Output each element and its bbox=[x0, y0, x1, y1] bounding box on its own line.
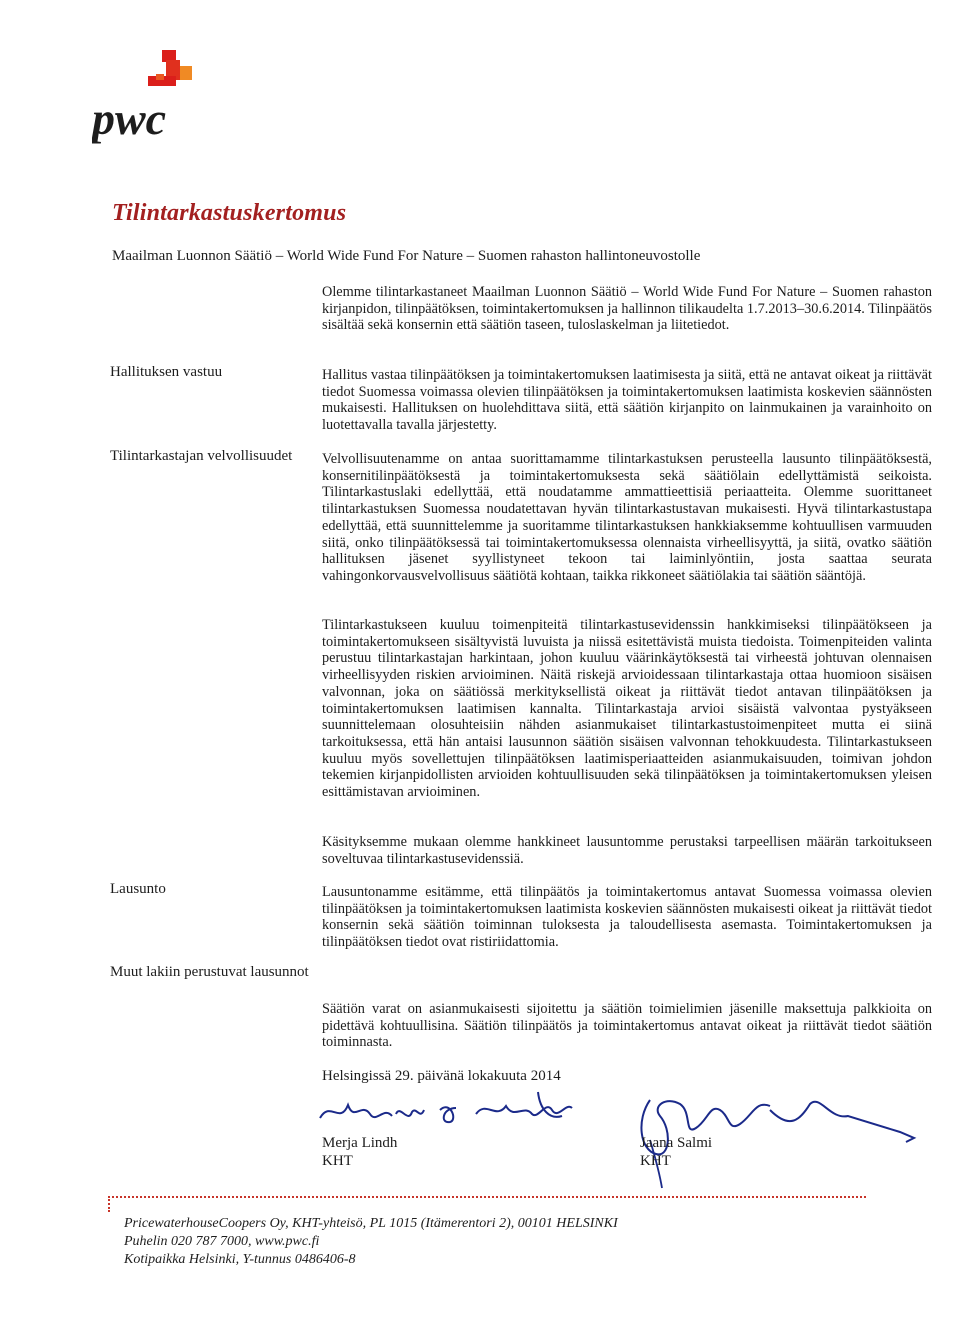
pwc-logo bbox=[92, 46, 222, 146]
intro-paragraph bbox=[322, 284, 932, 334]
footer bbox=[124, 1215, 618, 1269]
section-label-hallitus: Hallituksen vastuu bbox=[110, 364, 223, 380]
footer-company: PricewaterhouseCoopers Oy, KHT-yhteisö, PL 1015 (Itämerentori 2), 00101 HELSINKI bbox=[124, 1216, 618, 1231]
addressee: Maailman Luonnon Säätiö – World Wide Fund For Nature – Suomen rahaston hallintoneuvostolle bbox=[112, 248, 701, 264]
footer-contact: Puhelin 020 787 7000, www.pwc.fi bbox=[124, 1234, 320, 1249]
velvollisuudet-text-1: Velvollisuutenamme on antaa suorittamamme tilintarkastuksen perusteella lausunto tilinpäätöksestä, konsernitilinpäätöksestä ja toimintakertomuksesta sekä säätiölain edellyttämistä seikoista. Tilintarkastuslaki edellyttää, että noudatamme ammattieettisiä periaatteita. Olemme suorittaneet tilintarkastuksen Suomessa noudatettavan hyvän tilintarkastustavan mukaisesti. Hyvä tilintarkastustapa edellyttää, että suunnittelemme ja suoritamme tilintarkastuksen hankkiaksemme kohtuullisen varmuuden siitä, onko tilinpäätöksessä tai toimintakertomuksessa olennaista virheellisyyttä, ja siitä, ovatko säätiön hallituksen jäsenet syyllistyneet tekoon tai laiminlyöntiin, josta saattaa seurata vahingonkorvausvelvollisuus säätiötä kohtaan, taikka rikkoneet säätiölakia tai säätiön sääntöjä. bbox=[322, 451, 932, 584]
section-muut bbox=[322, 1001, 932, 1051]
place-date: Helsingissä 29. päivänä lokakuuta 2014 bbox=[322, 1068, 561, 1084]
signatory-merja bbox=[322, 1134, 397, 1170]
muut-text: Säätiön varat on asianmukaisesti sijoitettu ja säätiön toimielimien jäsenille maksettuja palkkioita on pidettävä kohtuullisina. Säätiön tilinpäätös ja toimintakertomus antavat oikeat ja riittävät tiedot säätiön toiminnasta. bbox=[322, 1001, 932, 1051]
signatory-title: KHT bbox=[322, 1153, 353, 1169]
section-label-muut: Muut lakiin perustuvat lausunnot bbox=[110, 964, 309, 980]
footer-divider bbox=[108, 1196, 866, 1198]
document-title: Tilintarkastuskertomus bbox=[112, 200, 347, 226]
velvollisuudet-text-3: Käsityksemme mukaan olemme hankkineet lausuntomme perustaksi tarpeellisen määrän tarkoitukseen soveltuvaa tilintarkastusevidenssiä. bbox=[322, 834, 932, 867]
section-velvollisuudet-3 bbox=[322, 834, 932, 867]
section-label-lausunto: Lausunto bbox=[110, 881, 166, 897]
section-velvollisuudet bbox=[322, 451, 932, 585]
footer-registration: Kotipaikka Helsinki, Y-tunnus 0486406-8 bbox=[124, 1252, 356, 1267]
velvollisuudet-text-2: Tilintarkastukseen kuuluu toimenpiteitä tilintarkastusevidenssin hankkimiseksi tilinpäätökseen ja toimintakertomukseen sisältyvistä luvuista ja niissä esitettävistä muista tiedoista. Toimenpiteiden valinta perustuu tilintarkastajan harkintaan, johon kuuluu väärinkäytöksestä tai virheestä johtuvan olennaisen virheellisyyden riskien arvioiminen. Näitä riskejä arvioidessaan tilintarkastaja ottaa huomioon sisäisen valvonnan, joka on säätiössä merkityksellistä oikeat ja riittävät tiedot antavan tilinpäätöksen ja toimintakertomuksen laatimisen kannalta. Tilintarkastaja arvioi sisäistä valvontaa pystyäkseen suunnittelemaan olosuhteisiin nähden asianmukaiset tilintarkastustoimenpiteet mutta ei siinä tarkoituksessa, että hän antaisi lausunnon säätiön sisäisen valvonnan tehokkuudesta. Tilintarkastukseen kuuluu myös sovellettujen tilinpäätöksen laatimisperiaatteiden asianmukaisuuden, toimivan johdon tekemien kirjanpidollisten arvioiden kohtuullisuuden sekä tilinpäätöksen ja toimintakertomuksen yleisen esittämistavan arvioiminen. bbox=[322, 617, 932, 801]
pwc-logo-mark bbox=[92, 46, 222, 146]
signatory-name: Merja Lindh bbox=[322, 1135, 398, 1151]
intro-text: Olemme tilintarkastaneet Maailman Luonnon Säätiö – World Wide Fund For Nature – Suomen rahaston kirjanpidon, tilinpäätöksen, toimintakertomuksen ja hallinnon tilikaudelta 1.7.2013–30.6.2014. Tilinpäätös sisältää sekä konsernin että säätiön taseen, tuloslaskelman ja liitetiedot. bbox=[322, 284, 932, 334]
footer-divider-vertical bbox=[108, 1196, 110, 1212]
svg-text:pwc: pwc bbox=[92, 93, 167, 144]
signatory-name: Jaana Salmi bbox=[640, 1135, 713, 1151]
lausunto-text: Lausuntonamme esitämme, että tilinpäätös ja toimintakertomus antavat Suomessa voimassa olevien tilinpäätöksen ja toimintakertomuksen laatimista koskevien säännösten mukaisesti oikeat ja riittävät tiedot konsernin sekä säätiön toiminnan tuloksesta ja taloudellisesta asemasta. Toimintakertomuksen ja tilinpäätöksen tiedot ovat ristiriidattomia. bbox=[322, 884, 932, 951]
hallitus-text: Hallitus vastaa tilinpäätöksen ja toimintakertomuksen laatimisesta ja siitä, että ne antavat oikeat ja riittävät tiedot Suomessa voimassa olevien tilinpäätöksen ja toimintakertomuksen laatimista koskevien säännösten mukaisesti. Hallituksen on huolehdittava siitä, että säätiön kirjanpito on lainmukainen ja varainhoito on luotettavalla tavalla järjestetty. bbox=[322, 367, 932, 434]
signatory-jaana bbox=[640, 1134, 712, 1170]
section-velvollisuudet-2 bbox=[322, 617, 932, 801]
section-lausunto bbox=[322, 884, 932, 951]
signatory-title: KHT bbox=[640, 1153, 671, 1169]
section-label-velvollisuudet: Tilintarkastajan velvollisuudet bbox=[110, 448, 293, 464]
section-hallitus bbox=[322, 367, 932, 434]
